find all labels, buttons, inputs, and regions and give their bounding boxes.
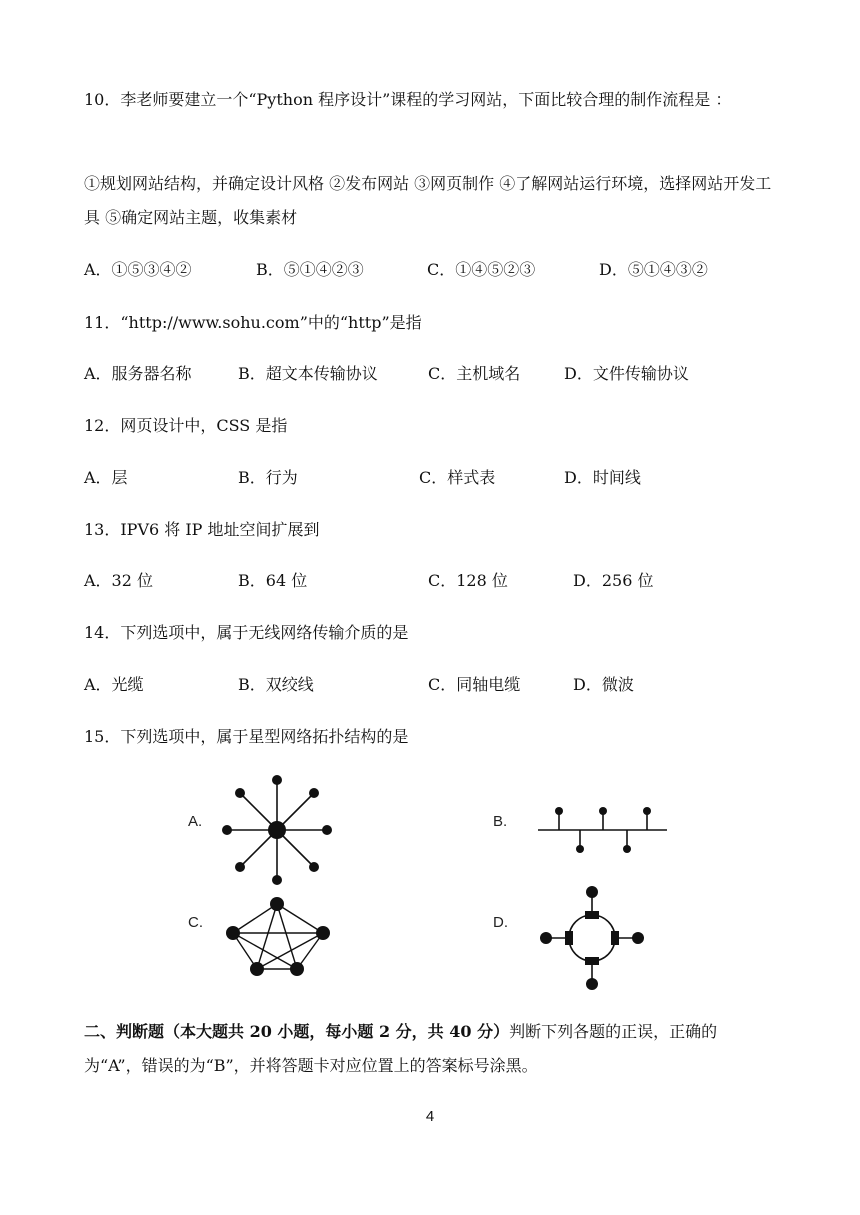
figure-a-label: A.: [188, 813, 203, 830]
q14-stem: 14．下列选项中，属于无线网络传输介质的是: [84, 623, 409, 642]
q13-options: [84, 569, 784, 593]
q10-option-b: B．⑤①④②③: [256, 260, 364, 279]
q13-option-b: B．64 位: [238, 571, 308, 590]
figure-d-label: D.: [493, 914, 508, 931]
section2-heading: 二、判断题（本大题共 20 小题，每小题 2 分，共 40 分）: [84, 1022, 510, 1041]
q12-options: [84, 466, 784, 490]
section2-line1: [84, 1020, 717, 1044]
q11-stem: 11．“http://www.sohu.com”中的“http”是指: [84, 313, 422, 332]
q13-option-c: C．128 位: [428, 571, 508, 590]
q11-option-b: B．超文本传输协议: [238, 364, 378, 383]
q11-option-a: A．服务器名称: [84, 364, 192, 383]
q12-option-b: B．行为: [238, 468, 298, 487]
q10-option-d: D．⑤①④③②: [599, 260, 708, 279]
q12-stem: 12．网页设计中，CSS 是指: [84, 416, 288, 435]
q14-option-c: C．同轴电缆: [428, 675, 521, 694]
page-number: 4: [425, 1108, 435, 1125]
q14-option-b: B．双绞线: [238, 675, 314, 694]
q10-option-c: C．①④⑤②③: [427, 260, 536, 279]
q12-option-a: A．层: [84, 468, 128, 487]
star-topology-diagram: [215, 770, 340, 890]
mesh-topology-diagram: [220, 892, 335, 982]
ring-topology-diagram: [535, 883, 650, 993]
figure-b-label: B.: [493, 813, 508, 830]
q11-option-d: D．文件传输协议: [564, 364, 689, 383]
q14-options: [84, 673, 784, 697]
q11-option-c: C．主机域名: [428, 364, 521, 383]
section2-line2: 为“A”，错误的为“B”，并将答题卡对应位置上的答案标号涂黑。: [84, 1056, 538, 1075]
q10-description: ①规划网站结构，并确定设计风格 ②发布网站 ③网页制作 ④了解网站运行环境，选择网站开发工具 ⑤确定网站主题，收集素材: [84, 174, 772, 227]
q10-options: [84, 258, 784, 282]
bus-topology-diagram: [535, 800, 670, 860]
q11-options: [84, 362, 784, 386]
q14-option-d: D．微波: [573, 675, 634, 694]
section2-instruction: 判断下列各题的正误，正确的: [509, 1022, 718, 1041]
q10-option-a: A．①⑤③④②: [84, 260, 192, 279]
q12-option-c: C．样式表: [419, 468, 496, 487]
q13-stem: 13．IPV6 将 IP 地址空间扩展到: [84, 520, 320, 539]
q13-option-d: D．256 位: [573, 571, 654, 590]
q14-option-a: A．光缆: [84, 675, 144, 694]
q10-stem: 10．李老师要建立一个“Python 程序设计”课程的学习网站，下面比较合理的制作流程是 ：: [84, 90, 732, 109]
q12-option-d: D．时间线: [564, 468, 641, 487]
q13-option-a: A．32 位: [84, 571, 154, 590]
figure-c-label: C.: [188, 914, 203, 931]
q15-stem: 15．下列选项中，属于星型网络拓扑结构的是: [84, 727, 409, 746]
